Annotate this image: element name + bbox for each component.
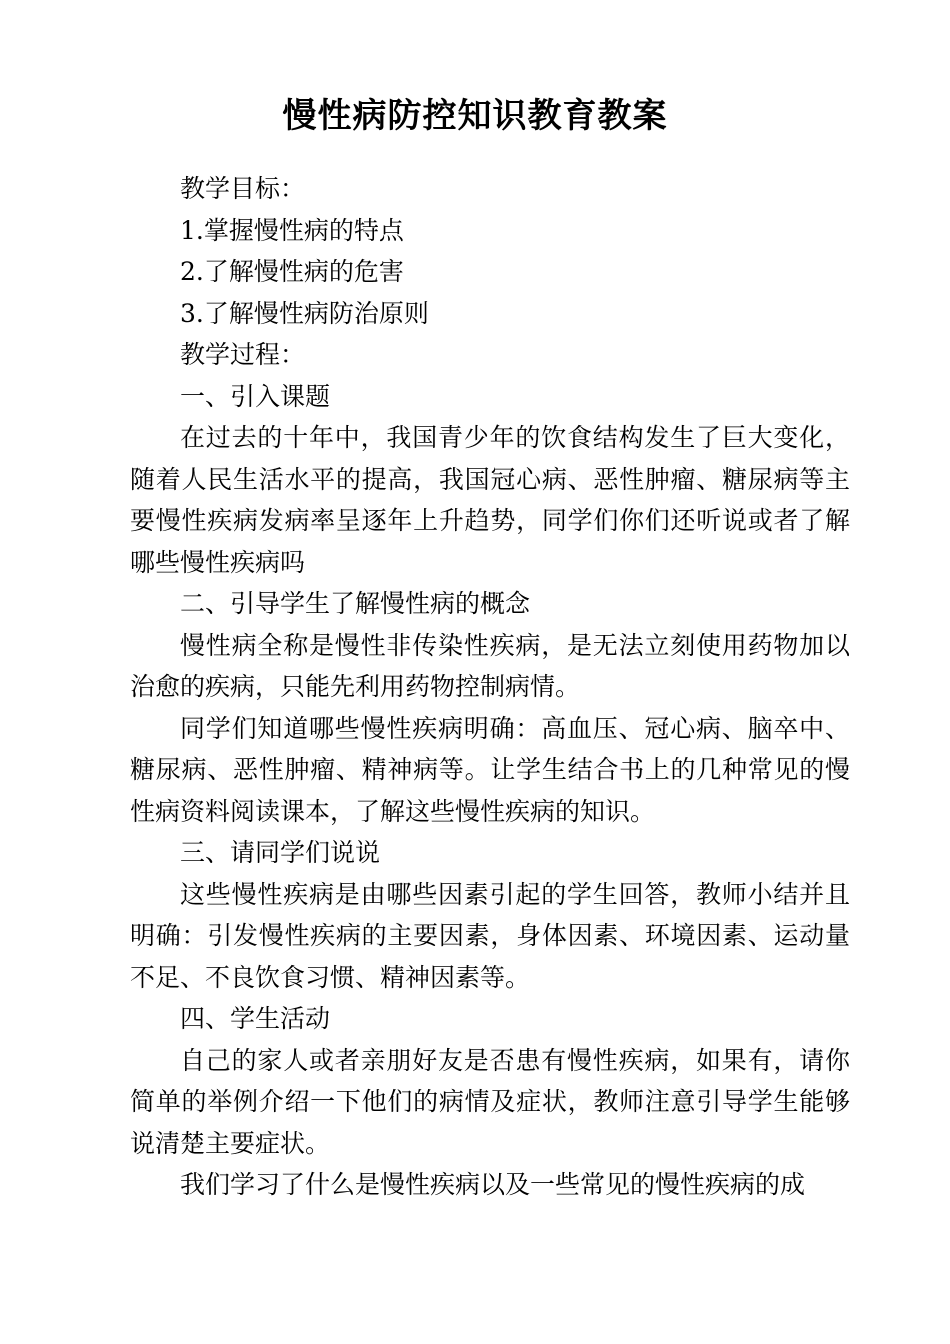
paragraph-teaching-process-heading: 教学过程： <box>180 340 306 369</box>
section-heading-3: 三、请同学们说说 <box>180 838 381 867</box>
document-body <box>130 168 850 1206</box>
paragraph-summary: 我们学习了什么是慢性疾病以及一些常见的慢性疾病的成 <box>180 1170 806 1199</box>
section-heading-4: 四、学生活动 <box>180 1004 331 1033</box>
section-heading-2: 二、引导学生了解慢性病的概念 <box>180 589 531 618</box>
paragraph-goal-1: 1.掌握慢性病的特点 <box>180 215 404 245</box>
paragraph-teaching-goals-heading: 教学目标： <box>180 174 306 203</box>
paragraph-concept: 慢性病全称是慢性非传染性疾病，是无法立刻使用药物加以治愈的疾病，只能先利用药物控制病情。 <box>130 630 850 701</box>
paragraph-goal-2: 2.了解慢性病的危害 <box>180 257 404 286</box>
paragraph-causes: 这些慢性疾病是由哪些因素引起的学生回答，教师小结并且明确：引发慢性疾病的主要因素，身体因素、环境因素、运动量不足、不良饮食习惯、精神因素等。 <box>130 879 850 992</box>
paragraph-goal-3: 3.了解慢性病防治原则 <box>180 298 429 328</box>
paragraph-disease-list: 同学们知道哪些慢性疾病明确：高血压、冠心病、脑卒中、糖尿病、恶性肿瘤、精神病等。让学生结合书上的几种常见的慢性病资料阅读课本，了解这些慢性疾病的知识。 <box>130 713 850 826</box>
paragraph-activity: 自己的家人或者亲朋好友是否患有慢性疾病，如果有，请你简单的举例介绍一下他们的病情及症状，教师注意引导学生能够说清楚主要症状。 <box>130 1045 850 1158</box>
document-title: 慢性病防控知识教育教案 <box>282 96 668 136</box>
section-heading-1: 一、引入课题 <box>180 381 331 411</box>
paragraph-intro: 在过去的十年中，我国青少年的饮食结构发生了巨大变化，随着人民生活水平的提高，我国冠心病、恶性肿瘤、糖尿病等主要慢性疾病发病率呈逐年上升趋势，同学们你们还听说或者了解哪些慢性疾病吗 <box>130 423 850 577</box>
